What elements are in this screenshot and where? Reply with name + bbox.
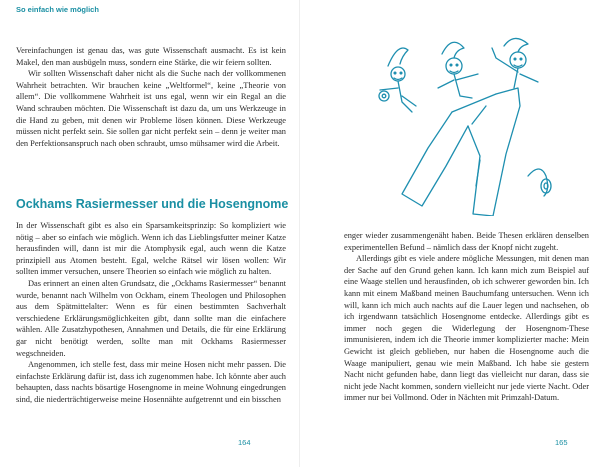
body-text-top xyxy=(16,45,286,149)
paragraph: Angenommen, ich stelle fest, dass mir meine Hosen nicht mehr passen. Die einfachste Erklärung dafür ist, dass ich zugenommen habe. Ich könnte aber auch behaupten, dass nachts bösartige Hosengnome in meine Wohnung eingedrungen sind, die niederträchtigerweise meine Hosennähte aufgetrennt und ein bisschen xyxy=(16,360,286,404)
paragraph: enger wieder zusammengenäht haben. Beide Thesen erklären denselben experimentellen Befund – nämlich dass der Knopf nicht zugeht. xyxy=(344,231,589,252)
paragraph: Wir sollten Wissenschaft daher nicht als die Suche nach der vollkommenen Wahrheit betrachten. Wir brauchen keine „Weltformel“, keine „Theorie von allem“. Die vollkommene Wahrheit ist uns egal, wenn wir ein Regal an die Wand schrauben möchten. Die Wissenschaft ist dazu da, um uns Werkzeuge in die Hand zu geben, mit denen wir Probleme lösen können. Diese Werkzeuge müssen nicht perfekt sein. Sie sollen gar nicht perfekt sein – denn je weiter man den Perfektionsanspruch nach oben schraubt, umso mühsamer wird die Arbeit. xyxy=(16,69,286,148)
paragraph: Das erinnert an einen alten Grundsatz, die „Ockhams Rasiermesser“ benannt wurde, benannt nach Wilhelm von Ockham, einem Theologen und Philosophen aus dem Spätmittelalter: Wenn es für einen bestimmten Sachverhalt verschiedene Erklärungsmöglichkeiten gibt, dann sollte man die einfachere wählen. Alle Zusatzhypothesen, Annahmen und Details, die für eine Erklärung gar nicht benötigt werden, sollte man mit Ockhams Rasiermesser wegschneiden. xyxy=(16,278,286,358)
running-head: So einfach wie möglich xyxy=(16,5,99,14)
body-text xyxy=(344,230,589,404)
body-text-bottom xyxy=(16,220,286,406)
page-number: 164 xyxy=(238,438,251,447)
page-number: 165 xyxy=(555,438,568,447)
gnomes-on-trousers-drawing-icon xyxy=(368,36,558,216)
paragraph: Vereinfachungen ist genau das, was gute Wissenschaft ausmacht. Es ist kein Makel, den man ausbügeln muss, sondern eine Stärke, die wir feiern sollten. xyxy=(16,46,286,67)
right-page xyxy=(300,0,600,467)
paragraph: Allerdings gibt es viele andere mögliche Messungen, mit denen man der Sache auf den Grund gehen kann. Ich kann mich zum Beispiel auf eine Waage stellen und herausfinden, ob ich schwerer geworden bin. Ich kann mit einem Maßband meinen Bauchumfang untersuchen. Wenn ich will, kann ich mich auch nachts auf die Lauer legen und nachsehen, ob ich irgendwann tatsächlich Hosengnome entdecke. Allerdings gibt es immer noch gegen die Widerlegung der Hosengnom-These immunisieren, indem ich die Theorie immer komplizierter mache: Mein Gewicht ist gleich geblieben, nur haben die Hosengnome auch die Waage manipuliert, genau wie mein Maßband. Ich habe sie gestern Nacht nicht gefunden habe, dann liegt das vielleicht nur daran, dass sie nicht jede Nacht kommen, sondern vielleicht nur jede vierte Nacht. Oder immer nur bei Vollmond. Oder in Nächten mit Primzahl-Datum. xyxy=(344,254,589,403)
section-heading: Ockhams Rasiermesser und die Hosengnome xyxy=(16,197,289,211)
paragraph: In der Wissenschaft gibt es also ein Sparsamkeitsprinzip: So kompliziert wie nötig – aber so einfach wie möglich. Wenn ich das Lieblingsfutter meiner Katze herausfinden will, dann ist mir die Atomphysik egal, auch wenn die Katze prinzipiell aus Atomen besteht. Egal, welche Rätsel wir lösen wollen: Wir sollten immer versuchen, unsere Theorien so einfach wie möglich zu halten. xyxy=(16,221,286,277)
